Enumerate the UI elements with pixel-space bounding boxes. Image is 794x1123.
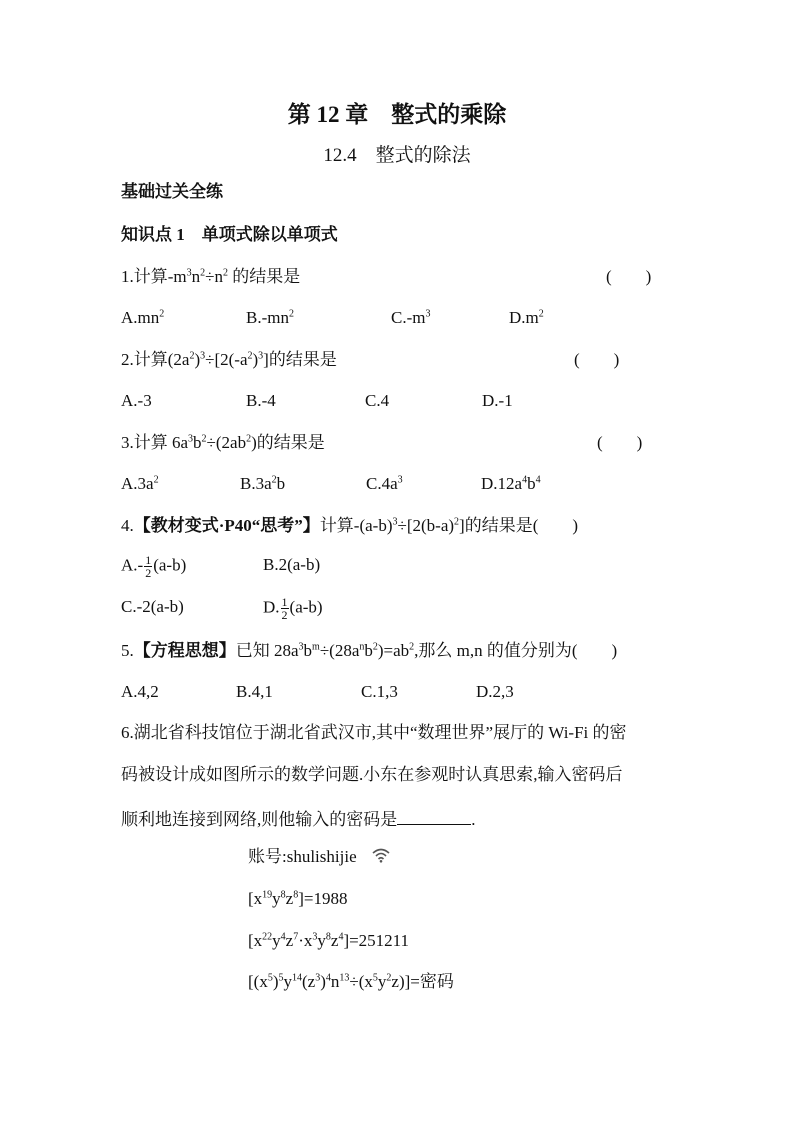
- question-2-stem: 2.计算$(2a^2)^3\div[2(-a^2)^3]$的结果是: [121, 350, 337, 369]
- question-5-option-b: B.4,1: [236, 682, 273, 701]
- question-5-option-a: A.4,2: [121, 682, 159, 701]
- question-4-option-a: A.- $\frac{1}{2}$ (a-b): [121, 553, 187, 580]
- question-5-stem: 5.【方程思想】已知 $28a^3b^m\div(28a^nb^2)=ab^2$,那么 m,n 的值分别为( ): [121, 641, 618, 660]
- question-1-stem: 1.计算$-m^3n^2\div n^2$ 的结果是: [121, 267, 301, 286]
- question-1-option-d: $D.m^2$: [509, 308, 544, 327]
- chapter-title: 第 12 章 整式的乘除: [287, 102, 507, 127]
- question-6-line-3: 顺利地连接到网络,则他输入的密码是 .: [121, 806, 476, 831]
- question-2-option-c: C.4: [365, 391, 390, 410]
- question-4-stem: 4.【教材变式·P40“思考”】计算$-(a-b)^3\div[2(b-a)^2]$的结果是( ): [121, 516, 579, 535]
- practice-heading: 基础过关全练: [121, 182, 223, 201]
- wifi-icon: [371, 847, 391, 869]
- question-3-option-c: $C.4a^3$: [366, 474, 403, 493]
- riddle-line-3: $[(x^5)^5y^{14}(z^3)^4n^{13}\div(x^5y^2z)]=$密码: [248, 972, 454, 991]
- riddle-line-1: $[x^{19}y^8z^8]=1988$: [248, 889, 348, 908]
- fraction-one-half: $\frac{1}{2}$: [145, 553, 152, 580]
- question-2-option-b: B.-4: [246, 391, 276, 410]
- question-6-line-1: 6.湖北省科技馆位于湖北省武汉市,其中“数理世界”展厅的 Wi-Fi 的密: [121, 723, 627, 742]
- question-6-line-2: 码被设计成如图所示的数学问题.小东在参观时认真思索,输入密码后: [121, 765, 623, 784]
- answer-blank[interactable]: [397, 806, 471, 825]
- question-3-option-b: $B.3a^2b$: [240, 474, 286, 493]
- wifi-account-line: 账号:shulishijie: [248, 846, 391, 869]
- question-4-option-d: D. $\frac{1}{2}$ (a-b): [263, 595, 323, 622]
- question-5-option-c: C.1,3: [361, 682, 398, 701]
- question-3-answer-paren: ( ): [597, 433, 643, 452]
- question-2-answer-paren: ( ): [574, 350, 620, 369]
- knowledge-point-heading: 知识点 1 单项式除以单项式: [121, 225, 338, 244]
- question-3-stem: 3.计算 $6a^3b^2\div(2ab^2)$的结果是: [121, 433, 325, 452]
- question-3-option-a: $A.3a^2$: [121, 474, 159, 493]
- fraction-one-half: $\frac{1}{2}$: [281, 595, 288, 622]
- question-5-tag: 【方程思想】: [133, 641, 236, 660]
- question-4-tag: 【教材变式·P40“思考”】: [133, 516, 320, 535]
- section-title: 12.4 整式的除法: [323, 145, 471, 166]
- question-1-option-b: $B.-mn^2$: [246, 308, 294, 327]
- question-2-option-d: D.-1: [482, 391, 513, 410]
- question-3-option-d: $D.12a^4b^4$: [481, 474, 541, 493]
- question-1-option-a: $A.mn^2$: [121, 308, 165, 327]
- riddle-line-2: $[x^{22}y^4z^7\cdot x^3y^8z^4]=251211$: [248, 931, 410, 950]
- question-4-option-c: C.-2(a-b): [121, 597, 184, 616]
- question-2-option-a: A.-3: [121, 391, 152, 410]
- question-1-option-c: $C.-m^3$: [391, 308, 431, 327]
- question-4-option-b: B.2(a-b): [263, 555, 321, 574]
- question-5-option-d: D.2,3: [476, 682, 514, 701]
- question-1-answer-paren: ( ): [606, 267, 652, 286]
